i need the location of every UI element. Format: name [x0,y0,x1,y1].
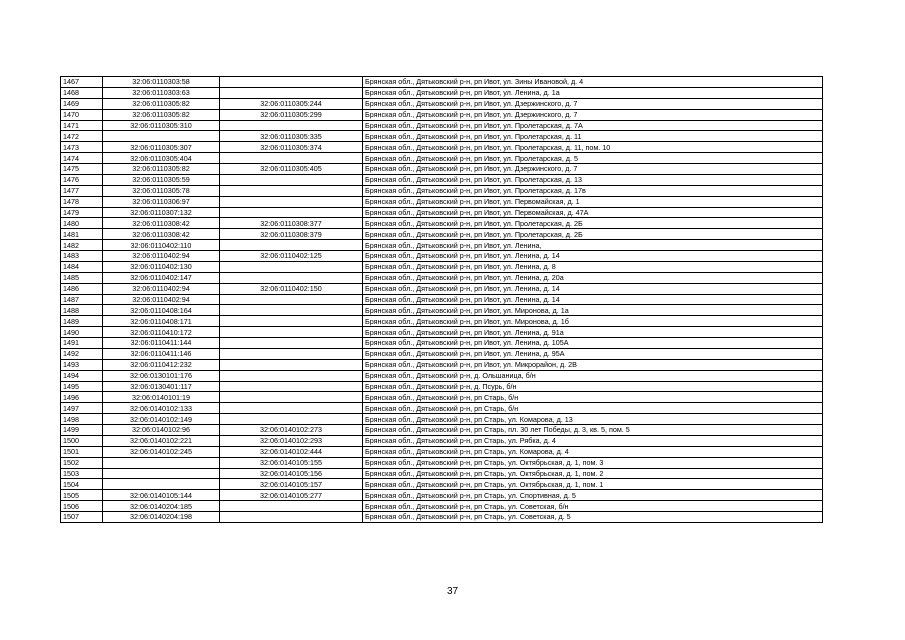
object-cadastral-number-cell: 32:06:0110305:335 [220,131,363,142]
table-row [61,348,823,359]
table-row [61,381,823,392]
table-row [61,425,823,436]
object-cadastral-number-cell: 32:06:0110308:379 [220,229,363,240]
address-cell: Брянская обл., Дятьковский р-н, рп Ивот, ул. Ленина, д. 95А [363,348,823,359]
object-cadastral-number-cell [220,512,363,523]
row-number-cell: 1506 [61,501,103,512]
object-cadastral-number-cell: 32:06:0110305:405 [220,164,363,175]
address-cell: Брянская обл., Дятьковский р-н, рп Ивот, ул. Первомайская, д. 47А [363,207,823,218]
row-number-cell: 1491 [61,338,103,349]
address-cell: Брянская обл., Дятьковский р-н, рп Ивот, ул. Ленина, д. 1а [363,87,823,98]
address-cell: Брянская обл., Дятьковский р-н, рп Ивот, ул. Пролетарская, д. 11 [363,131,823,142]
table-row [61,479,823,490]
row-number-cell: 1500 [61,435,103,446]
address-cell: Брянская обл., Дятьковский р-н, рп Ивот, ул. Дзержинского, д. 7 [363,109,823,120]
object-cadastral-number-cell [220,381,363,392]
cadastral-number-cell: 32:06:0140102:221 [103,435,220,446]
table-row [61,240,823,251]
table-row [61,512,823,523]
object-cadastral-number-cell [220,153,363,164]
table-row [61,142,823,153]
object-cadastral-number-cell [220,327,363,338]
object-cadastral-number-cell: 32:06:0140105:156 [220,468,363,479]
row-number-cell: 1502 [61,457,103,468]
cadastral-number-cell [103,479,220,490]
cadastral-number-cell: 32:06:0110408:171 [103,316,220,327]
address-cell: Брянская обл., Дятьковский р-н, рп Старь, ул. Комарова, д. 4 [363,446,823,457]
row-number-cell: 1481 [61,229,103,240]
object-cadastral-number-cell [220,370,363,381]
table-row [61,414,823,425]
cadastral-number-cell: 32:06:0110402:94 [103,294,220,305]
table-row [61,501,823,512]
row-number-cell: 1494 [61,370,103,381]
address-cell: Брянская обл., Дятьковский р-н, рп Старь, ул. Спортивная, д. 5 [363,490,823,501]
object-cadastral-number-cell: 32:06:0110305:299 [220,109,363,120]
address-cell: Брянская обл., Дятьковский р-н, рп Старь, ул. Октябрьская, д. 1, пом. 3 [363,457,823,468]
cadastral-number-cell: 32:06:0110410:172 [103,327,220,338]
table-row [61,120,823,131]
object-cadastral-number-cell [220,240,363,251]
cadastral-number-cell: 32:06:0110307:132 [103,207,220,218]
row-number-cell: 1492 [61,348,103,359]
row-number-cell: 1487 [61,294,103,305]
row-number-cell: 1467 [61,77,103,88]
row-number-cell: 1498 [61,414,103,425]
table-row [61,261,823,272]
row-number-cell: 1495 [61,381,103,392]
property-table [60,76,823,523]
table-row [61,468,823,479]
object-cadastral-number-cell [220,261,363,272]
address-cell: Брянская обл., Дятьковский р-н, рп Ивот, ул. Ленина, д. 14 [363,283,823,294]
address-cell: Брянская обл., Дятьковский р-н, рп Ивот, ул. Пролетарская, д. 2Б [363,218,823,229]
cadastral-number-cell [103,131,220,142]
cadastral-number-cell: 32:06:0110305:404 [103,153,220,164]
address-cell: Брянская обл., Дятьковский р-н, рп Ивот, ул. Пролетарская, д. 2Б [363,229,823,240]
cadastral-number-cell [103,457,220,468]
address-cell: Брянская обл., Дятьковский р-н, рп Ивот, ул. Ленина, д. 105А [363,338,823,349]
cadastral-number-cell: 32:06:0110305:82 [103,164,220,175]
table-row [61,87,823,98]
cadastral-number-cell: 32:06:0110402:94 [103,283,220,294]
cadastral-number-cell: 32:06:0130401:117 [103,381,220,392]
table-row [61,446,823,457]
cadastral-number-cell: 32:06:0110305:78 [103,185,220,196]
cadastral-number-cell: 32:06:0140204:185 [103,501,220,512]
object-cadastral-number-cell [220,392,363,403]
table-row [61,229,823,240]
cadastral-number-cell: 32:06:0110402:130 [103,261,220,272]
row-number-cell: 1477 [61,185,103,196]
row-number-cell: 1470 [61,109,103,120]
address-cell: Брянская обл., Дятьковский р-н, рп Старь, ул. Рябка, д. 4 [363,435,823,446]
row-number-cell: 1472 [61,131,103,142]
cadastral-number-cell: 32:06:0140102:133 [103,403,220,414]
object-cadastral-number-cell [220,294,363,305]
address-cell: Брянская обл., Дятьковский р-н, рп Ивот, ул. Дзержинского, д. 7 [363,164,823,175]
row-number-cell: 1501 [61,446,103,457]
object-cadastral-number-cell [220,174,363,185]
object-cadastral-number-cell: 32:06:0140105:157 [220,479,363,490]
table-row [61,185,823,196]
table-row [61,316,823,327]
object-cadastral-number-cell: 32:06:0140105:155 [220,457,363,468]
address-cell: Брянская обл., Дятьковский р-н, рп Ивот, ул. Ленина, [363,240,823,251]
cadastral-number-cell: 32:06:0110305:310 [103,120,220,131]
row-number-cell: 1489 [61,316,103,327]
object-cadastral-number-cell [220,77,363,88]
cadastral-number-cell: 32:06:0110308:42 [103,218,220,229]
property-table-body [61,77,823,523]
object-cadastral-number-cell [220,87,363,98]
object-cadastral-number-cell: 32:06:0140102:273 [220,425,363,436]
address-cell: Брянская обл., Дятьковский р-н, рп Ивот, ул. Пролетарская, д. 5 [363,153,823,164]
address-cell: Брянская обл., Дятьковский р-н, рп Ивот, ул. Ленина, д. 14 [363,251,823,262]
table-row [61,251,823,262]
page-number: 37 [446,586,459,597]
address-cell: Брянская обл., Дятьковский р-н, рп Ивот, ул. Ленина, д. 91а [363,327,823,338]
cadastral-number-cell: 32:06:0110305:82 [103,98,220,109]
address-cell: Брянская обл., Дятьковский р-н, рп Старь, ул. Комарова, д. 13 [363,414,823,425]
address-cell: Брянская обл., Дятьковский р-н, рп Старь, ул. Советская, б/н [363,501,823,512]
object-cadastral-number-cell: 32:06:0110305:244 [220,98,363,109]
cadastral-number-cell: 32:06:0110303:63 [103,87,220,98]
address-cell: Брянская обл., Дятьковский р-н, рп Ивот, ул. Зины Ивановой, д. 4 [363,77,823,88]
row-number-cell: 1471 [61,120,103,131]
row-number-cell: 1493 [61,359,103,370]
table-row [61,435,823,446]
cadastral-number-cell: 32:06:0140101:19 [103,392,220,403]
address-cell: Брянская обл., Дятьковский р-н, рп Ивот, ул. Миронова, д. 1а [363,305,823,316]
table-row [61,457,823,468]
cadastral-number-cell: 32:06:0140102:96 [103,425,220,436]
object-cadastral-number-cell: 32:06:0110402:150 [220,283,363,294]
table-row [61,196,823,207]
address-cell: Брянская обл., Дятьковский р-н, рп Ивот, ул. Пролетарская, д. 17в [363,185,823,196]
object-cadastral-number-cell [220,338,363,349]
cadastral-number-cell: 32:06:0140204:198 [103,512,220,523]
table-row [61,218,823,229]
row-number-cell: 1503 [61,468,103,479]
object-cadastral-number-cell [220,501,363,512]
address-cell: Брянская обл., Дятьковский р-н, рп Старь, б/н [363,392,823,403]
row-number-cell: 1504 [61,479,103,490]
table-row [61,153,823,164]
table-row [61,207,823,218]
row-number-cell: 1497 [61,403,103,414]
cadastral-number-cell: 32:06:0140102:245 [103,446,220,457]
object-cadastral-number-cell [220,272,363,283]
cadastral-number-cell [103,468,220,479]
object-cadastral-number-cell: 32:06:0110305:374 [220,142,363,153]
table-row [61,131,823,142]
cadastral-number-cell: 32:06:0110308:42 [103,229,220,240]
object-cadastral-number-cell [220,316,363,327]
object-cadastral-number-cell [220,348,363,359]
row-number-cell: 1480 [61,218,103,229]
object-cadastral-number-cell [220,403,363,414]
row-number-cell: 1475 [61,164,103,175]
table-row [61,294,823,305]
address-cell: Брянская обл., Дятьковский р-н, рп Ивот, ул. Ленина, д. 8 [363,261,823,272]
address-cell: Брянская обл., Дятьковский р-н, рп Старь, ул. Октябрьская, д. 1, пом. 2 [363,468,823,479]
table-row [61,174,823,185]
table-row [61,490,823,501]
cadastral-number-cell: 32:06:0110412:232 [103,359,220,370]
object-cadastral-number-cell [220,196,363,207]
cadastral-number-cell: 32:06:0110303:58 [103,77,220,88]
address-cell: Брянская обл., Дятьковский р-н, рп Ивот, ул. Пролетарская, д. 11, пом. 10 [363,142,823,153]
object-cadastral-number-cell [220,207,363,218]
row-number-cell: 1482 [61,240,103,251]
row-number-cell: 1496 [61,392,103,403]
address-cell: Брянская обл., Дятьковский р-н, рп Старь, пл. 30 лет Победы, д. 3, кв. 5, пом. 5 [363,425,823,436]
object-cadastral-number-cell: 32:06:0140105:277 [220,490,363,501]
table-row [61,370,823,381]
table-row [61,77,823,88]
table-row [61,392,823,403]
cadastral-number-cell: 32:06:0110411:146 [103,348,220,359]
cadastral-number-cell: 32:06:0110402:94 [103,251,220,262]
table-row [61,359,823,370]
row-number-cell: 1485 [61,272,103,283]
row-number-cell: 1468 [61,87,103,98]
object-cadastral-number-cell [220,185,363,196]
address-cell: Брянская обл., Дятьковский р-н, рп Ивот, ул. Дзержинского, д. 7 [363,98,823,109]
address-cell: Брянская обл., Дятьковский р-н, рп Ивот, ул. Пролетарская, д. 7А [363,120,823,131]
row-number-cell: 1507 [61,512,103,523]
row-number-cell: 1484 [61,261,103,272]
row-number-cell: 1499 [61,425,103,436]
row-number-cell: 1479 [61,207,103,218]
table-row [61,98,823,109]
row-number-cell: 1478 [61,196,103,207]
address-cell: Брянская обл., Дятьковский р-н, рп Ивот, ул. Пролетарская, д. 13 [363,174,823,185]
cadastral-number-cell: 32:06:0130101:176 [103,370,220,381]
cadastral-number-cell: 32:06:0140105:144 [103,490,220,501]
address-cell: Брянская обл., Дятьковский р-н, рп Ивот, ул. Микрорайон, д. 2В [363,359,823,370]
cadastral-number-cell: 32:06:0110408:164 [103,305,220,316]
cadastral-number-cell: 32:06:0110305:307 [103,142,220,153]
object-cadastral-number-cell: 32:06:0110402:125 [220,251,363,262]
address-cell: Брянская обл., Дятьковский р-н, рп Ивот, ул. Ленина, д. 20а [363,272,823,283]
object-cadastral-number-cell: 32:06:0140102:293 [220,435,363,446]
cadastral-number-cell: 32:06:0140102:149 [103,414,220,425]
address-cell: Брянская обл., Дятьковский р-н, д. Ольшаница, б/н [363,370,823,381]
object-cadastral-number-cell: 32:06:0110308:377 [220,218,363,229]
table-row [61,403,823,414]
address-cell: Брянская обл., Дятьковский р-н, рп Ивот, ул. Ленина, д. 14 [363,294,823,305]
table-row [61,338,823,349]
cadastral-number-cell: 32:06:0110306:97 [103,196,220,207]
row-number-cell: 1483 [61,251,103,262]
table-row [61,327,823,338]
object-cadastral-number-cell [220,305,363,316]
cadastral-number-cell: 32:06:0110305:82 [103,109,220,120]
table-row [61,109,823,120]
row-number-cell: 1486 [61,283,103,294]
table-row [61,164,823,175]
row-number-cell: 1490 [61,327,103,338]
address-cell: Брянская обл., Дятьковский р-н, д. Псурь, б/н [363,381,823,392]
cadastral-number-cell: 32:06:0110402:110 [103,240,220,251]
cadastral-number-cell: 32:06:0110402:147 [103,272,220,283]
address-cell: Брянская обл., Дятьковский р-н, рп Старь, ул. Октябрьская, д. 1, пом. 1 [363,479,823,490]
address-cell: Брянская обл., Дятьковский р-н, рп Старь, б/н [363,403,823,414]
cadastral-number-cell: 32:06:0110411:144 [103,338,220,349]
object-cadastral-number-cell [220,359,363,370]
table-row [61,283,823,294]
row-number-cell: 1488 [61,305,103,316]
object-cadastral-number-cell [220,120,363,131]
object-cadastral-number-cell [220,414,363,425]
object-cadastral-number-cell: 32:06:0140102:444 [220,446,363,457]
row-number-cell: 1476 [61,174,103,185]
row-number-cell: 1473 [61,142,103,153]
address-cell: Брянская обл., Дятьковский р-н, рп Ивот, ул. Первомайская, д. 1 [363,196,823,207]
table-row [61,305,823,316]
row-number-cell: 1469 [61,98,103,109]
cadastral-number-cell: 32:06:0110305:59 [103,174,220,185]
address-cell: Брянская обл., Дятьковский р-н, рп Ивот, ул. Миронова, д. 1б [363,316,823,327]
address-cell: Брянская обл., Дятьковский р-н, рп Старь, ул. Советская, д. 5 [363,512,823,523]
table-row [61,272,823,283]
row-number-cell: 1505 [61,490,103,501]
row-number-cell: 1474 [61,153,103,164]
